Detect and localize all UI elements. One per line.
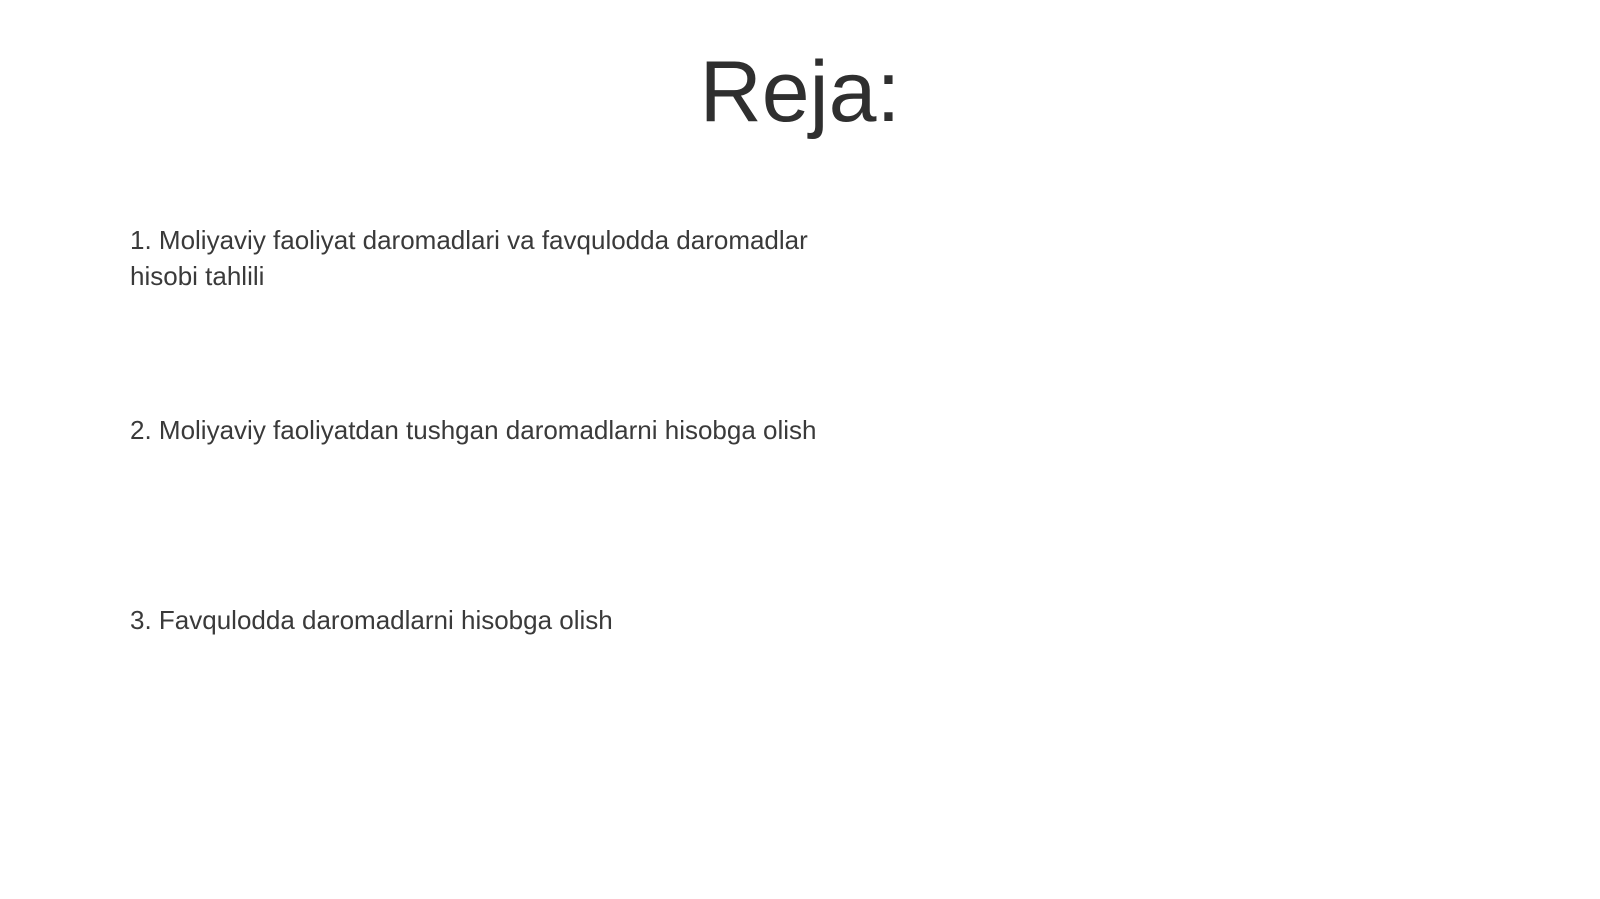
plan-item: 1. Moliyaviy faoliyat daromadlari va favqulodda daromadlar hisobi tahlili (130, 225, 808, 291)
plan-item: 2. Moliyaviy faoliyatdan tushgan daromadlarni hisobga olish (130, 415, 817, 445)
slide-title: Reja: (699, 44, 901, 140)
plan-item: 3. Favqulodda daromadlarni hisobga olish (130, 605, 613, 635)
